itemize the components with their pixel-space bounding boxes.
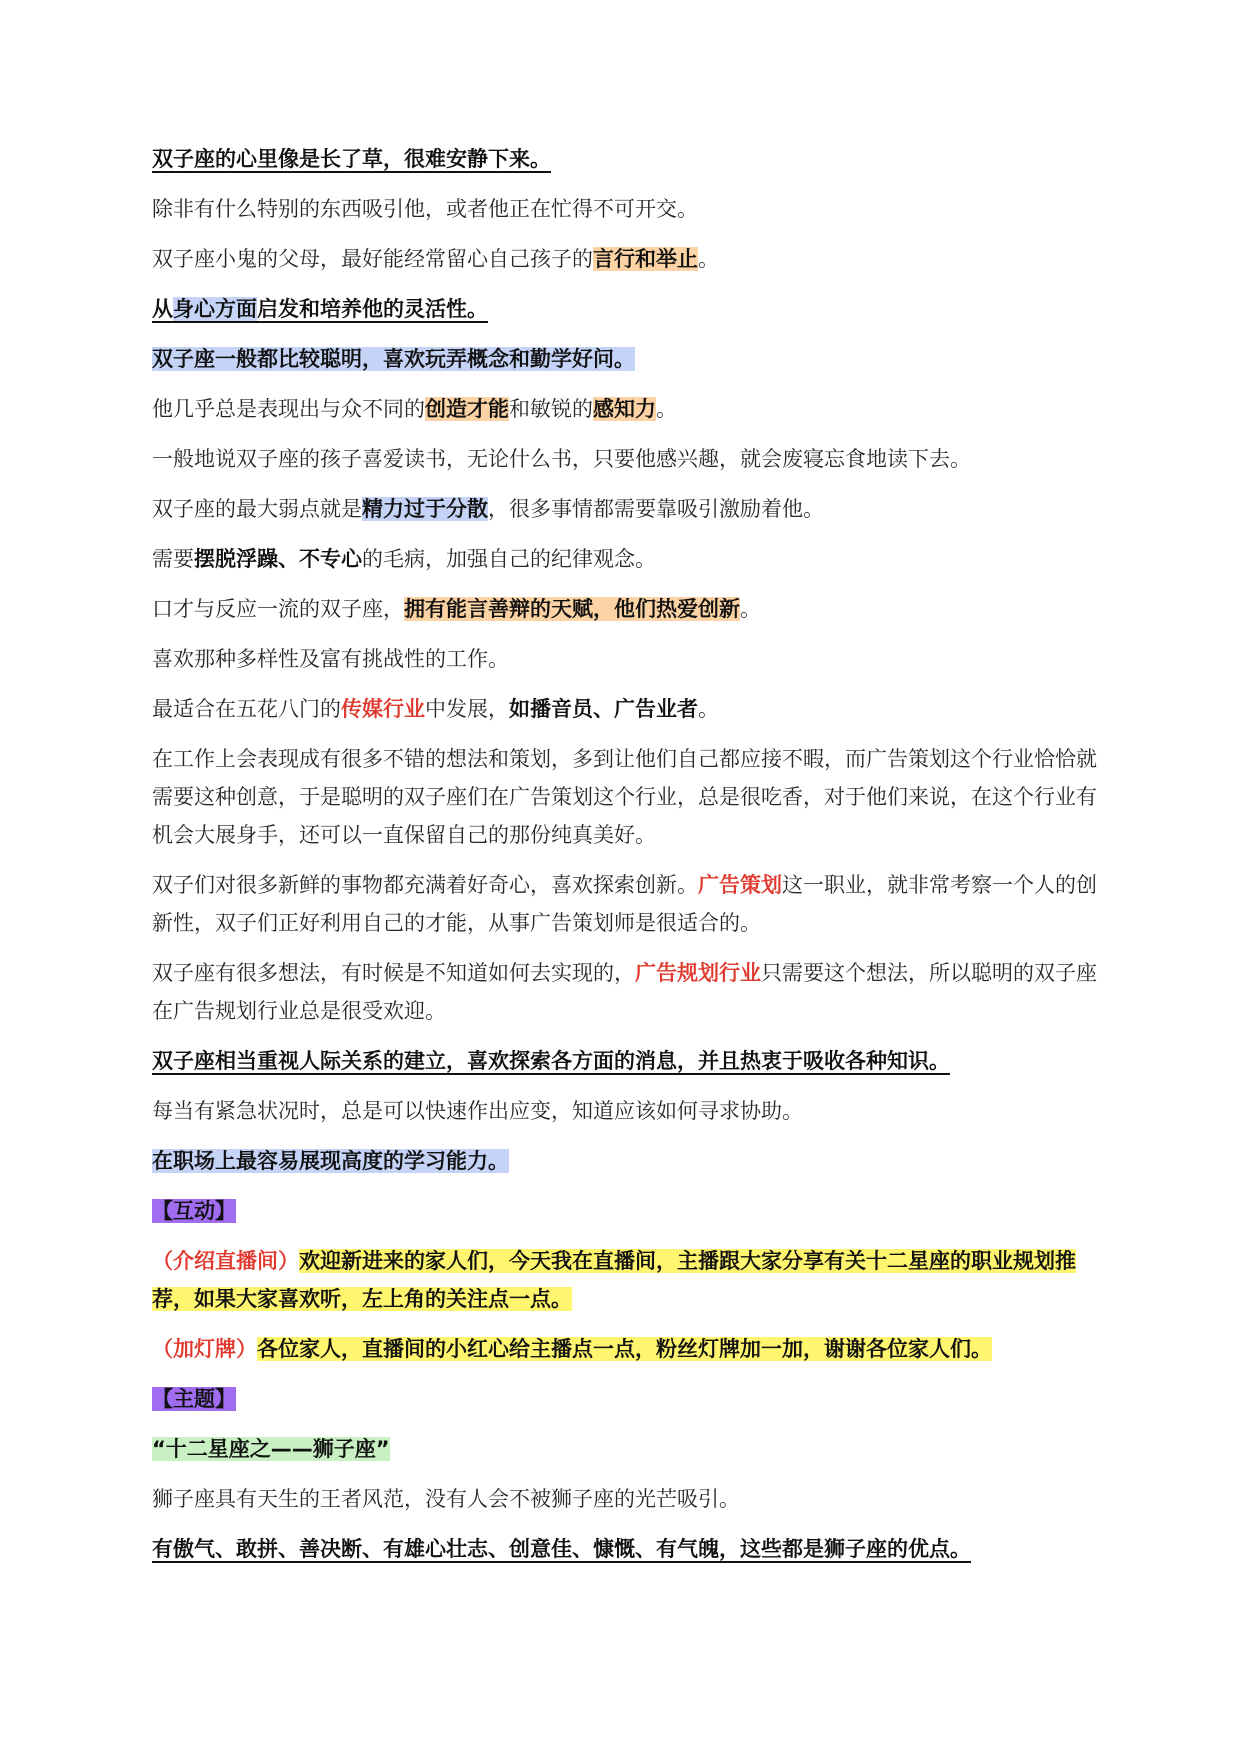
paragraph [152, 390, 1102, 428]
paragraph [152, 1192, 1102, 1230]
text-run: 喜欢那种多样性及富有挑战性的工作。 [152, 647, 509, 671]
text-run: 。 [698, 697, 719, 721]
paragraph [152, 866, 1102, 942]
text-run: 这一职业，就非常考察一个人的创新性，双子们正好利用自己的才能，从事广告策划师是很适合的。 [152, 873, 1097, 935]
text-run: 在职场上最容易展现高度的学习能力。 [152, 1149, 509, 1173]
text-run: 双子们对很多新鲜的事物都充满着好奇心，喜欢探索创新。 [152, 873, 698, 897]
paragraph [152, 740, 1102, 854]
paragraph [152, 1530, 1102, 1568]
text-run: 双子座的心里像是长了草，很难安静下来。 [152, 147, 551, 171]
text-run: 双子座有很多想法，有时候是不知道如何去实现的， [152, 961, 635, 985]
text-run: 需要 [152, 547, 194, 571]
text-run: 拥有能言善辩的天赋，他们热爱创新 [404, 597, 740, 621]
text-run: 如播音员、广告业者 [509, 697, 698, 721]
paragraph [152, 1430, 1102, 1468]
text-run: 口才与反应一流的双子座， [152, 597, 404, 621]
paragraph [152, 590, 1102, 628]
text-run: 创造才能 [425, 397, 509, 421]
text-run: 和敏锐的 [509, 397, 593, 421]
text-run: 只需要这个想法，所以聪明的双子座在广告规划行业总是很受欢迎。 [152, 961, 1097, 1023]
paragraph [152, 340, 1102, 378]
paragraph [152, 240, 1102, 278]
text-run: 摆脱浮躁、不专心 [194, 547, 362, 571]
text-run: 【主题】 [152, 1387, 236, 1411]
text-run: （加灯牌） [152, 1337, 257, 1361]
paragraph [152, 640, 1102, 678]
text-run: 一般地说双子座的孩子喜爱读书，无论什么书，只要他感兴趣，就会废寝忘食地读下去。 [152, 447, 971, 471]
text-run: 广告规划行业 [635, 961, 761, 985]
paragraph [152, 1092, 1102, 1130]
paragraph [152, 1480, 1102, 1518]
paragraph [152, 190, 1102, 228]
text-run: 传媒行业 [341, 697, 425, 721]
text-run: 感知力 [593, 397, 656, 421]
text-run: 【互动】 [152, 1199, 236, 1223]
text-run: （介绍直播间） [152, 1249, 299, 1273]
paragraph [152, 1242, 1102, 1318]
text-run: 在工作上会表现成有很多不错的想法和策划，多到让他们自己都应接不暇，而广告策划这个行业恰恰就需要这种创意，于是聪明的双子座们在广告策划这个行业，总是很吃香，对于他们来说，在这个行业有机会大展身手，还可以一直保留自己的那份纯真美好。 [152, 747, 1097, 847]
paragraph [152, 440, 1102, 478]
text-run: 最适合在五花八门的 [152, 697, 341, 721]
text-run: 每当有紧急状况时，总是可以快速作出应变，知道应该如何寻求协助。 [152, 1099, 803, 1123]
text-run: 。 [698, 247, 719, 271]
text-run: 精力过于分散 [362, 497, 488, 521]
text-run: 双子座相当重视人际关系的建立，喜欢探索各方面的消息，并且热衷于吸收各种知识。 [152, 1049, 950, 1073]
text-run: 有傲气、敢拼、善决断、有雄心壮志、创意佳、慷慨、有气魄，这些都是狮子座的优点。 [152, 1537, 971, 1561]
text-run: 从 [152, 297, 173, 321]
text-run: 各位家人，直播间的小红心给主播点一点，粉丝灯牌加一加，谢谢各位家人们。 [257, 1337, 992, 1361]
paragraph [152, 1142, 1102, 1180]
text-run: 欢迎新进来的家人们，今天我在直播间，主播跟大家分享有关十二星座的职业规划推荐，如果大家喜欢听，左上角的关注点一点。 [152, 1249, 1076, 1311]
text-run: 双子座的最大弱点就是 [152, 497, 362, 521]
text-run: 他几乎总是表现出与众不同的 [152, 397, 425, 421]
paragraph [152, 1380, 1102, 1418]
text-run: 言行和举止 [593, 247, 698, 271]
text-run: 双子座小鬼的父母，最好能经常留心自己孩子的 [152, 247, 593, 271]
text-run: ，很多事情都需要靠吸引激励着他。 [488, 497, 824, 521]
text-run: 。 [656, 397, 677, 421]
text-run: 狮子座具有天生的王者风范，没有人会不被狮子座的光芒吸引。 [152, 1487, 740, 1511]
text-run: 。 [740, 597, 761, 621]
text-run: 身心方面 [173, 297, 257, 321]
text-run: “十二星座之——狮子座” [152, 1437, 390, 1461]
text-run: 双子座一般都比较聪明，喜欢玩弄概念和勤学好问。 [152, 347, 635, 371]
paragraph [152, 1042, 1102, 1080]
document-body [152, 140, 1102, 1580]
text-run: 的毛病，加强自己的纪律观念。 [362, 547, 656, 571]
paragraph [152, 540, 1102, 578]
paragraph [152, 490, 1102, 528]
paragraph [152, 140, 1102, 178]
text-run: 广告策划 [698, 873, 782, 897]
text-run: 除非有什么特别的东西吸引他，或者他正在忙得不可开交。 [152, 197, 698, 221]
paragraph [152, 954, 1102, 1030]
paragraph [152, 1330, 1102, 1368]
paragraph [152, 690, 1102, 728]
text-run: 启发和培养他的灵活性。 [257, 297, 488, 321]
paragraph [152, 290, 1102, 328]
text-run: 中发展， [425, 697, 509, 721]
